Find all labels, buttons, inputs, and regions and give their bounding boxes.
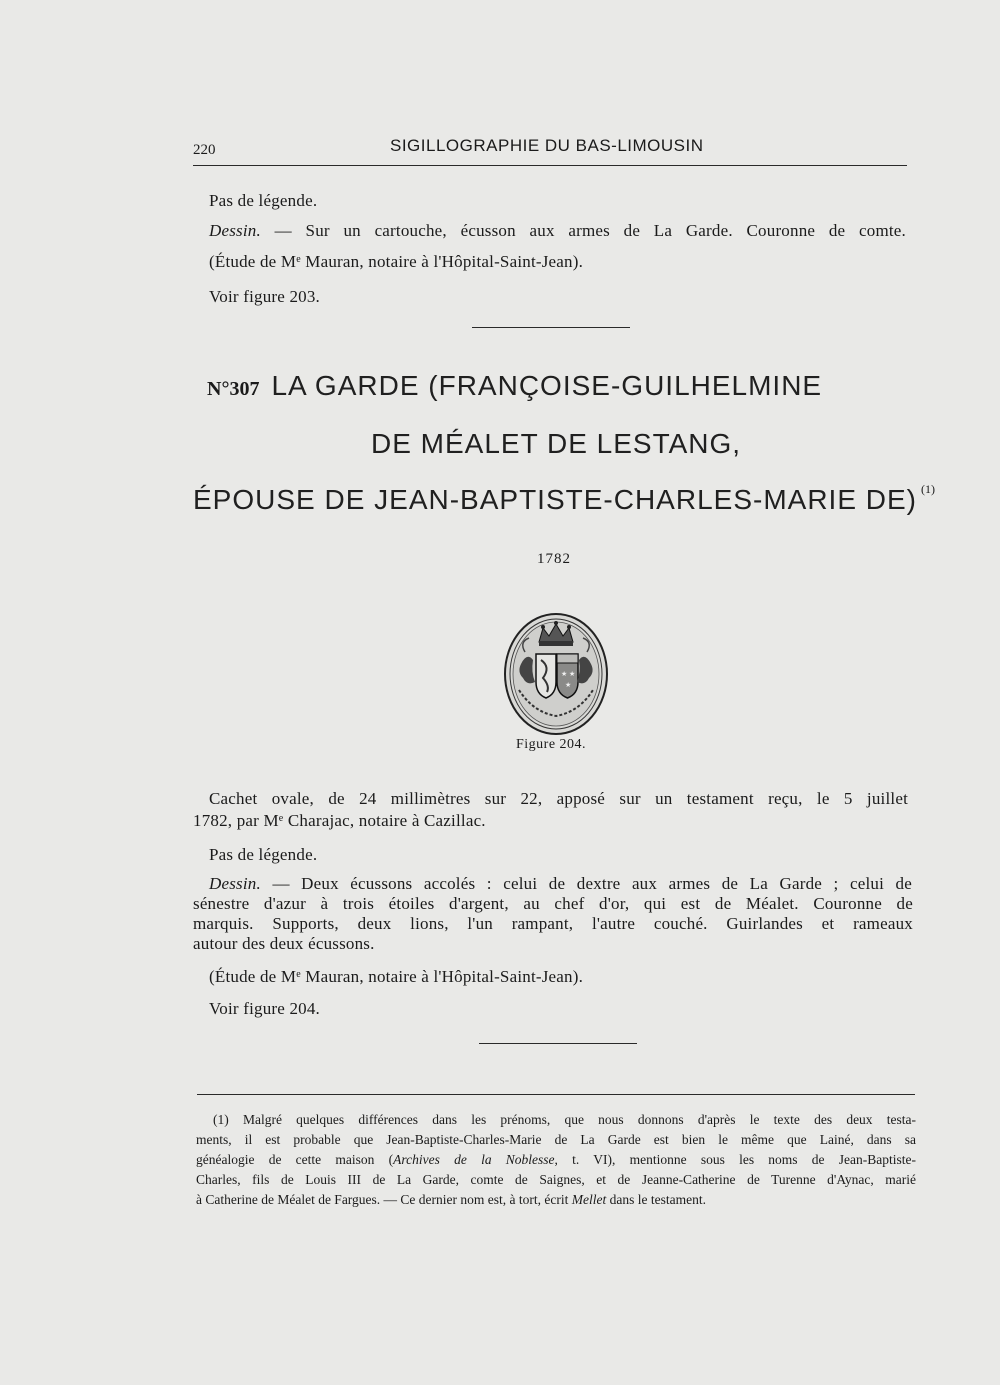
footnote-line3: généalogie de cette maison (Archives de la Noblesse, t. VI), mentionne sous les noms de Jean-Baptiste- <box>196 1152 916 1167</box>
footnote-line2: ments, il est probable que Jean-Baptiste-Charles-Marie de La Garde est bien le même que Lainé, dans sa <box>196 1132 916 1147</box>
previous-legend: Pas de légende. <box>209 191 318 210</box>
entry-design-line3: marquis. Supports, deux lions, l'un rampant, l'autre couché. Guirlandes et rameaux <box>193 914 913 933</box>
entry-title-line1 <box>207 370 822 402</box>
seal-figure <box>503 612 609 741</box>
header-rule <box>193 165 907 166</box>
entry-source: (Étude de Me Mauran, notaire à l'Hôpital-Saint-Jean). <box>209 967 584 986</box>
entry-legend: Pas de légende. <box>209 845 318 864</box>
entry-title-line3: ÉPOUSE DE JEAN-BAPTISTE-CHARLES-MARIE DE) $^{(1)}$ <box>193 482 936 515</box>
seal-icon <box>503 612 609 736</box>
design-label: Dessin. <box>209 874 261 893</box>
note-ref: (1) <box>921 482 936 496</box>
design-label: Dessin. <box>209 221 261 240</box>
svg-text:★: ★ <box>561 670 568 678</box>
previous-source: (Étude de Me Mauran, notaire à l'Hôpital-Saint-Jean). <box>209 252 584 271</box>
footnote-line4: Charles, fils de Louis III de La Garde, comte de Saignes, et de Jeanne-Catherine de Turenne d'Aynac, marié <box>196 1172 916 1187</box>
description-line2: 1782, par Me Charajac, notaire à Cazillac. <box>193 811 486 830</box>
entry-design-line1: Dessin. — Deux écussons accolés : celui de dextre aux armes de La Garde ; celui de <box>209 874 912 893</box>
entry-number: 307 <box>229 378 260 400</box>
entry-title: LA GARDE (FRANÇOISE-GUILHELMINE <box>271 370 823 401</box>
entry-title-line2: DE MÉALET DE LESTANG, <box>371 428 742 459</box>
footnote-line5: à Catherine de Méalet de Fargues. — Ce dernier nom est, à tort, écrit Mellet dans le testament. <box>196 1192 706 1207</box>
figure-caption: Figure 204. <box>516 737 587 752</box>
description-line1: Cachet ovale, de 24 millimètres sur 22, apposé sur un testament reçu, le 5 juillet <box>209 789 908 808</box>
entry-design-line2: sénestre d'azur à trois étoiles d'argent, au chef d'or, qui est de Méalet. Couronne de <box>193 894 913 913</box>
svg-text:★: ★ <box>569 670 576 678</box>
page-number: 220 <box>193 142 216 158</box>
entry-number-label: N° <box>207 378 230 400</box>
entry-year: 1782 <box>537 551 571 567</box>
footnote-line1: (1) Malgré quelques différences dans les prénoms, que nous donnons d'après le texte des deux testa- <box>213 1112 916 1127</box>
design-text: — Sur un cartouche, écusson aux armes de La Garde. Couronne de comte. <box>260 221 906 240</box>
footnote-rule <box>197 1094 915 1095</box>
entry-see-figure: Voir figure 204. <box>209 999 321 1018</box>
running-title: SIGILLOGRAPHIE DU BAS-LIMOUSIN <box>390 136 704 155</box>
section-divider <box>472 327 630 328</box>
end-divider <box>479 1043 637 1044</box>
entry-design-line4: autour des deux écussons. <box>193 934 375 953</box>
svg-text:★: ★ <box>565 681 572 689</box>
previous-see-figure: Voir figure 203. <box>209 287 321 306</box>
previous-design <box>209 220 906 242</box>
